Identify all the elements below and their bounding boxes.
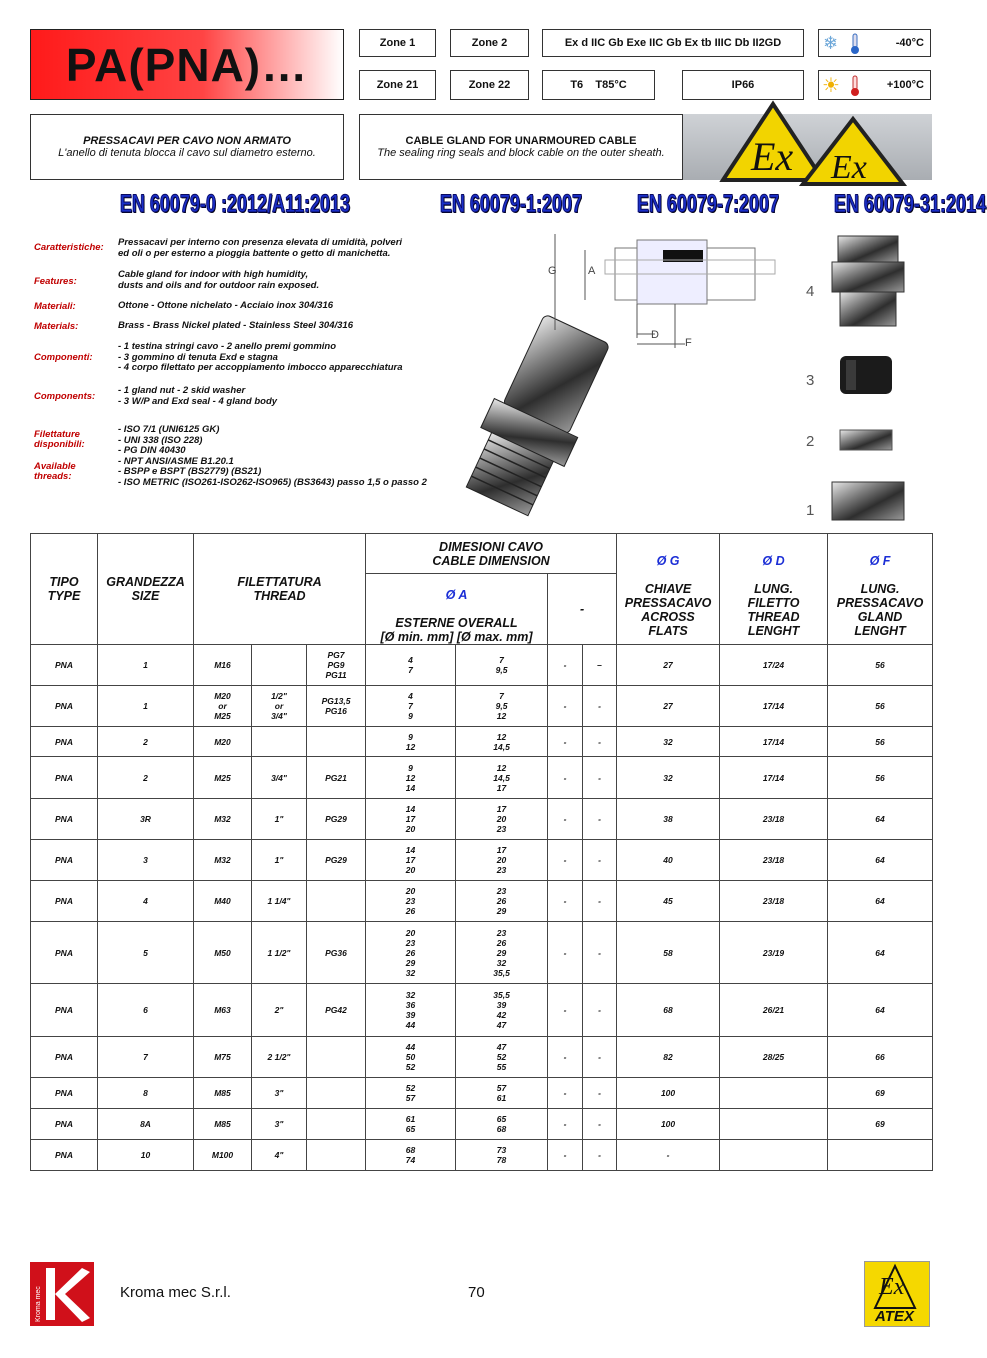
table-cell: 1 1/2": [252, 922, 307, 984]
table-row: [31, 840, 933, 881]
temp-max-box: [818, 70, 931, 100]
table-cell: 8: [98, 1078, 194, 1109]
table-cell: [307, 727, 366, 757]
table-cell: 23/18: [720, 840, 828, 881]
table-cell: 58: [617, 922, 720, 984]
part-number-4: 4: [806, 283, 815, 300]
spec-value-features: Cable gland for indoor with high humidity, dusts and oils and for outdoor rain exposed.: [118, 269, 320, 291]
table-cell: -: [617, 1140, 720, 1171]
table-cell: 3": [252, 1078, 307, 1109]
header-f-text: LUNG. PRESSACAVO GLAND LENGHT: [836, 582, 924, 638]
zone-2-box: Zone 2: [450, 29, 529, 57]
ip-rating-box: IP66: [682, 70, 804, 100]
table-cell: 4: [98, 881, 194, 922]
table-cell: 9 12 14: [366, 757, 456, 799]
table-cell: PNA: [31, 922, 98, 984]
sizes-table: [30, 533, 933, 1171]
page-title: PA(PNA)…: [30, 29, 344, 100]
standards-banner: [120, 190, 987, 224]
marking-box: Ex d IIC Gb Exe IIC Gb Ex tb IIIC Db II2GD: [542, 29, 804, 57]
table-cell: -: [548, 1037, 583, 1078]
table-cell: -: [583, 1037, 617, 1078]
table-cell: -: [548, 922, 583, 984]
header-g-symbol: Ø G: [656, 554, 680, 568]
table-cell: 56: [828, 727, 933, 757]
table-cell: 17/14: [720, 686, 828, 727]
table-cell: -: [548, 1140, 583, 1171]
header-g-text: CHIAVE PRESSACAVO ACROSS FLATS: [624, 582, 712, 638]
table-cell: 2": [252, 984, 307, 1037]
table-cell: -: [583, 686, 617, 727]
table-cell: 7: [98, 1037, 194, 1078]
table-cell: 32: [617, 757, 720, 799]
table-cell: 27: [617, 645, 720, 686]
table-cell: 2: [98, 757, 194, 799]
spec-label-materials: Materials:: [34, 321, 79, 332]
table-cell: 100: [617, 1109, 720, 1140]
table-cell: 56: [828, 645, 933, 686]
spec-label-caratteristiche: Caratteristiche:: [34, 242, 104, 253]
header-tipo: TIPO TYPE: [31, 534, 98, 645]
table-cell: -: [583, 881, 617, 922]
diagram-label-a: A: [588, 265, 596, 277]
table-cell: 100: [617, 1078, 720, 1109]
table-cell: PG29: [307, 840, 366, 881]
part-washer-image: [838, 426, 894, 454]
temp-min: -40°C: [895, 37, 924, 49]
table-cell: 56: [828, 757, 933, 799]
table-cell: 3: [98, 840, 194, 881]
svg-text:Ex: Ex: [831, 149, 867, 186]
diagram-label-g: G: [548, 265, 557, 277]
table-cell: PNA: [31, 757, 98, 799]
table-cell: PNA: [31, 840, 98, 881]
table-cell: PG29: [307, 799, 366, 840]
table-cell: [252, 645, 307, 686]
table-row: [31, 727, 933, 757]
table-cell: PG13,5 PG16: [307, 686, 366, 727]
table-cell: -: [548, 881, 583, 922]
table-cell: 7 9,5: [456, 645, 548, 686]
table-cell: M85: [194, 1078, 252, 1109]
table-cell: 52 57: [366, 1078, 456, 1109]
atex-ex-text: Ex: [879, 1274, 905, 1300]
table-cell: 14 17 20: [366, 840, 456, 881]
table-row: [31, 1078, 933, 1109]
table-cell: 20 23 26: [366, 881, 456, 922]
header-a-symbol: Ø A: [445, 588, 468, 602]
table-cell: PG21: [307, 757, 366, 799]
table-cell: 82: [617, 1037, 720, 1078]
table-cell: 66: [828, 1037, 933, 1078]
table-cell: 68: [617, 984, 720, 1037]
table-cell: M40: [194, 881, 252, 922]
table-cell: 17/14: [720, 757, 828, 799]
zone-22-box: Zone 22: [450, 70, 529, 100]
table-cell: -: [583, 1078, 617, 1109]
table-cell: -: [583, 1109, 617, 1140]
table-cell: PNA: [31, 1109, 98, 1140]
table-cell: 26/21: [720, 984, 828, 1037]
table-cell: [307, 1037, 366, 1078]
page-number: 70: [468, 1284, 485, 1301]
table-cell: 7 9,5 12: [456, 686, 548, 727]
table-cell: 3": [252, 1109, 307, 1140]
table-cell: [307, 1140, 366, 1171]
table-cell: -: [548, 645, 583, 686]
table-cell: 27: [617, 686, 720, 727]
table-cell: 17/14: [720, 727, 828, 757]
spec-value-componenti: - 1 testina stringi cavo - 2 anello premi gommino - 3 gommino di tenuta Exd e stagna - 4 corpo filettato per accoppiamento imbocco apparecchiatura: [118, 341, 403, 373]
table-cell: 1 1/4": [252, 881, 307, 922]
table-cell: M63: [194, 984, 252, 1037]
table-cell: 4": [252, 1140, 307, 1171]
table-cell: [252, 727, 307, 757]
table-cell: 68 74: [366, 1140, 456, 1171]
ex-warning-signs: [683, 114, 932, 186]
description-italian: [30, 114, 344, 180]
kroma-logo-text: Kroma mec: [35, 1286, 42, 1322]
table-cell: 6: [98, 984, 194, 1037]
table-cell: 64: [828, 922, 933, 984]
kroma-mec-logo: [30, 1262, 94, 1326]
spec-value-materiali: Ottone - Ottone nichelato - Acciaio inox 304/316: [118, 300, 334, 311]
atex-text: ATEX: [875, 1308, 914, 1325]
thermometer-cold-icon: [849, 33, 861, 55]
table-cell: -: [548, 727, 583, 757]
atex-logo: [864, 1261, 930, 1327]
table-cell: 61 65: [366, 1109, 456, 1140]
table-cell: -: [583, 799, 617, 840]
spec-label-filettature: Filettature disponibili:: [34, 429, 85, 450]
header-d-symbol: Ø D: [762, 554, 785, 568]
table-cell: 23 26 29: [456, 881, 548, 922]
part-seal-image: [836, 352, 896, 398]
table-cell: -: [548, 757, 583, 799]
company-name: Kroma mec S.r.l.: [120, 1284, 231, 1301]
table-cell: M20 or M25: [194, 686, 252, 727]
table-cell: [720, 1109, 828, 1140]
table-cell: M25: [194, 757, 252, 799]
temperature-class-box: T6 T85°C: [542, 70, 655, 100]
table-cell: PG42: [307, 984, 366, 1037]
header-a-text: ESTERNE OVERALL [Ø min. mm] [Ø max. mm]: [380, 616, 533, 644]
zone-21-box: Zone 21: [359, 70, 436, 100]
table-cell: 1": [252, 799, 307, 840]
description-it-text: L'anello di tenuta blocca il cavo sul diametro esterno.: [58, 147, 316, 159]
table-cell: 14 17 20: [366, 799, 456, 840]
spec-label-available-threads: Available threads:: [34, 461, 76, 482]
table-cell: -: [583, 984, 617, 1037]
table-cell: 47 52 55: [456, 1037, 548, 1078]
header-d-text: LUNG. FILETTO THREAD LENGHT: [747, 582, 800, 638]
table-cell: 65 68: [456, 1109, 548, 1140]
table-cell: 3R: [98, 799, 194, 840]
header-f: [828, 534, 933, 645]
table-cell: 69: [828, 1078, 933, 1109]
spec-label-componenti: Componenti:: [34, 352, 93, 363]
table-cell: [307, 1078, 366, 1109]
table-cell: 57 61: [456, 1078, 548, 1109]
table-cell: 5: [98, 922, 194, 984]
table-cell: [720, 1078, 828, 1109]
table-cell: 1: [98, 686, 194, 727]
table-cell: PNA: [31, 799, 98, 840]
spec-value-caratteristiche: Pressacavi per interno con presenza elevata di umidità, polveri ed oli o per esterno a pioggia battente o getto di manichetta.: [118, 237, 403, 259]
table-cell: [720, 1140, 828, 1171]
table-cell: [307, 881, 366, 922]
table-cell: -: [548, 1078, 583, 1109]
table-row: [31, 1037, 933, 1078]
table-cell: 1/2" or 3/4": [252, 686, 307, 727]
table-cell: 64: [828, 840, 933, 881]
table-cell: 17 20 23: [456, 799, 548, 840]
zone-1-box: Zone 1: [359, 29, 436, 57]
table-cell: M50: [194, 922, 252, 984]
thermometer-hot-icon: [849, 75, 861, 97]
table-cell: 56: [828, 686, 933, 727]
table-cell: 17/24: [720, 645, 828, 686]
table-cell: 35,5 39 42 47: [456, 984, 548, 1037]
table-cell: 4 7: [366, 645, 456, 686]
table-cell: PNA: [31, 727, 98, 757]
spec-label-features: Features:: [34, 276, 77, 287]
spec-label-components: Components:: [34, 391, 96, 402]
table-cell: PNA: [31, 881, 98, 922]
table-cell: 4 7 9: [366, 686, 456, 727]
svg-text:Ex: Ex: [751, 134, 794, 179]
table-cell: 64: [828, 799, 933, 840]
table-cell: 40: [617, 840, 720, 881]
table-cell: -: [548, 686, 583, 727]
ex-logos-image: [683, 114, 932, 186]
table-cell: PNA: [31, 1078, 98, 1109]
table-cell: 44 50 52: [366, 1037, 456, 1078]
table-cell: 17 20 23: [456, 840, 548, 881]
description-english: [359, 114, 683, 180]
diagram-label-f: F: [685, 337, 692, 349]
table-row: [31, 757, 933, 799]
table-cell: 20 23 26 29 32: [366, 922, 456, 984]
table-cell: [307, 1109, 366, 1140]
table-cell: 23 26 29 32 35,5: [456, 922, 548, 984]
sun-icon: ☀: [822, 75, 840, 97]
table-cell: 12 14,5: [456, 727, 548, 757]
table-cell: 73 78: [456, 1140, 548, 1171]
table-cell: M16: [194, 645, 252, 686]
spec-value-materials: Brass - Brass Nickel plated - Stainless Steel 304/316: [118, 320, 353, 331]
table-row: [31, 881, 933, 922]
table-cell: -: [583, 840, 617, 881]
table-cell: 38: [617, 799, 720, 840]
part-gland-body-image: [828, 234, 908, 329]
table-cell: -: [548, 840, 583, 881]
table-cell: PG7 PG9 PG11: [307, 645, 366, 686]
table-cell: M20: [194, 727, 252, 757]
table-cell: 9 12: [366, 727, 456, 757]
table-cell: 32: [617, 727, 720, 757]
table-cell: 1: [98, 645, 194, 686]
table-cell: -: [583, 1140, 617, 1171]
part-number-1: 1: [806, 502, 815, 519]
table-cell: M32: [194, 799, 252, 840]
standard-en60079-31: EN 60079-31:2014: [834, 190, 987, 218]
standard-en60079-7: EN 60079-7:2007: [637, 190, 780, 218]
table-cell: 69: [828, 1109, 933, 1140]
table-cell: 2 1/2": [252, 1037, 307, 1078]
part-gland-nut-image: [828, 478, 908, 524]
threads-list: - ISO 7/1 (UNI6125 GK) - UNI 338 (ISO 228) - PG DIN 40430 - NPT ANSI/ASME B1.20.1 - BSPP e BSPT (BS2779) (BS21) - ISO METRIC (ISO261-ISO262-ISO965) (BS3643) passo 1,5 o passo 2: [118, 424, 427, 488]
table-cell: 8A: [98, 1109, 194, 1140]
table-cell: M75: [194, 1037, 252, 1078]
table-cell: PG36: [307, 922, 366, 984]
cross-section-diagram: [545, 230, 775, 350]
diagram-label-d: D: [651, 329, 659, 341]
table-cell: 64: [828, 984, 933, 1037]
table-cell: 32 36 39 44: [366, 984, 456, 1037]
table-cell: -: [583, 922, 617, 984]
temp-min-box: [818, 29, 931, 57]
table-cell: -: [583, 727, 617, 757]
table-cell: 1": [252, 840, 307, 881]
spec-label-materiali: Materiali:: [34, 301, 76, 312]
table-cell: PNA: [31, 1037, 98, 1078]
header-cable-dimension: DIMESIONI CAVO CABLE DIMENSION: [366, 534, 617, 574]
table-cell: 45: [617, 881, 720, 922]
temp-max: +100°C: [886, 79, 924, 91]
table-cell: 10: [98, 1140, 194, 1171]
table-row: [31, 799, 933, 840]
table-cell: PNA: [31, 984, 98, 1037]
table-cell: -: [583, 757, 617, 799]
table-cell: M85: [194, 1109, 252, 1140]
table-row: [31, 645, 933, 686]
table-cell: PNA: [31, 645, 98, 686]
table-cell: -: [548, 1109, 583, 1140]
table-cell: 23/18: [720, 799, 828, 840]
table-cell: 3/4": [252, 757, 307, 799]
table-cell: 23/18: [720, 881, 828, 922]
snowflake-icon: ❄: [823, 33, 839, 53]
table-cell: M32: [194, 840, 252, 881]
spec-value-components: - 1 gland nut - 2 skid washer - 3 W/P and Exd seal - 4 gland body: [118, 385, 278, 407]
header-size: GRANDEZZA SIZE: [98, 534, 194, 645]
standard-en60079-0: EN 60079-0 :2012/A11:2013: [120, 190, 351, 218]
table-cell: -: [548, 799, 583, 840]
table-cell: –: [583, 645, 617, 686]
table-cell: PNA: [31, 1140, 98, 1171]
table-cell: 2: [98, 727, 194, 757]
header-a: [366, 574, 548, 645]
part-number-2: 2: [806, 433, 815, 450]
table-cell: 12 14,5 17: [456, 757, 548, 799]
part-number-3: 3: [806, 372, 815, 389]
header-f-symbol: Ø F: [869, 554, 891, 568]
table-cell: 64: [828, 881, 933, 922]
table-cell: PNA: [31, 686, 98, 727]
table-row: [31, 1109, 933, 1140]
header-d: [720, 534, 828, 645]
table-cell: [828, 1140, 933, 1171]
table-row: [31, 1140, 933, 1171]
description-it-title: PRESSACAVI PER CAVO NON ARMATO: [83, 135, 291, 147]
header-dash: -: [548, 574, 617, 645]
table-row: [31, 686, 933, 727]
table-cell: -: [548, 984, 583, 1037]
header-thread: FILETTATURA THREAD: [194, 534, 366, 645]
description-en-text: The sealing ring seals and block cable on the outer sheath.: [377, 147, 665, 159]
table-cell: 23/19: [720, 922, 828, 984]
standard-en60079-1: EN 60079-1:2007: [439, 190, 582, 218]
description-en-title: CABLE GLAND FOR UNARMOURED CABLE: [405, 135, 637, 147]
table-cell: 28/25: [720, 1037, 828, 1078]
table-row: [31, 922, 933, 984]
table-cell: M100: [194, 1140, 252, 1171]
header-g: [617, 534, 720, 645]
table-row: [31, 984, 933, 1037]
